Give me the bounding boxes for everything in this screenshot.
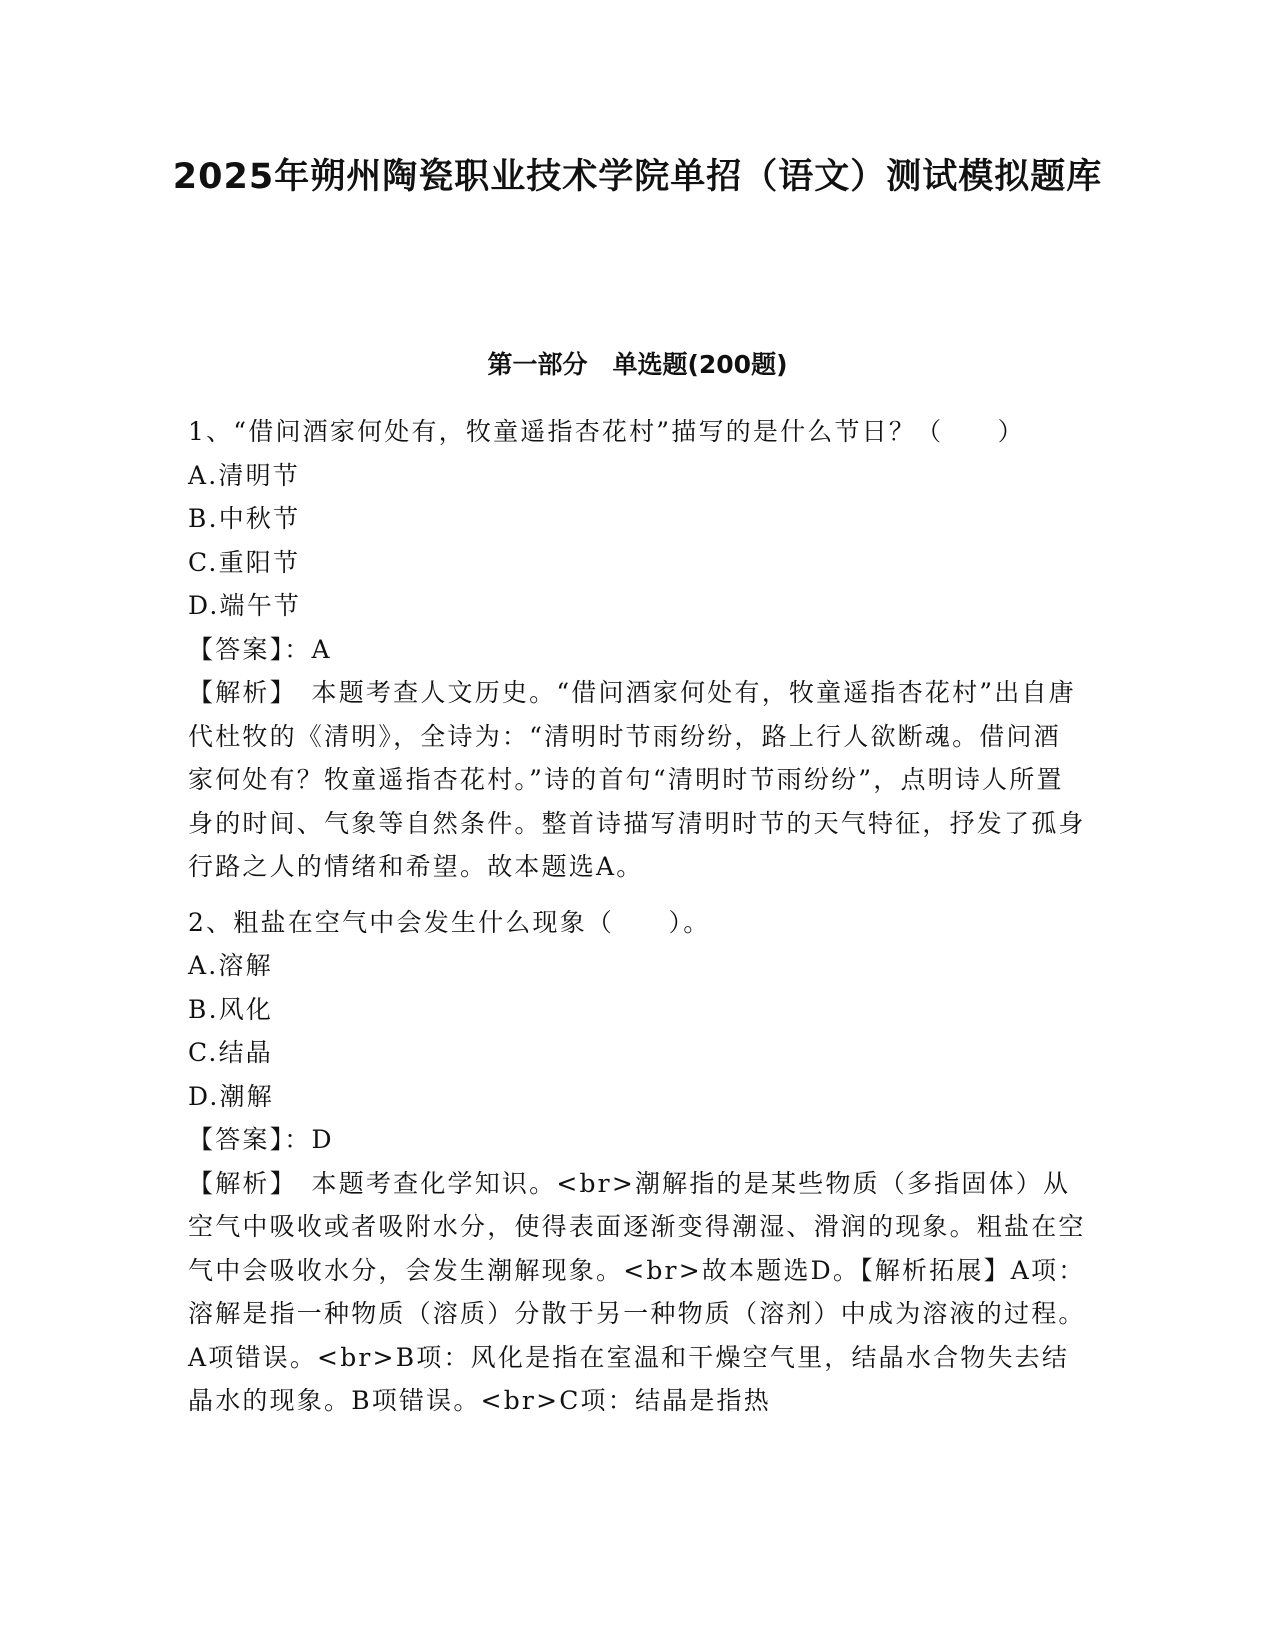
question-2: [188, 901, 1088, 1423]
option-b: B.风化: [188, 994, 274, 1024]
option-d: D.潮解: [188, 1081, 274, 1111]
answer-label: 【答案】：: [188, 1125, 312, 1154]
option-d: D.端午节: [188, 591, 302, 620]
question-stem: 1、“借问酒家何处有，牧童遥指杏花村”描写的是什么节日？（ ）: [188, 417, 1025, 446]
explanation: [188, 671, 1088, 889]
document-title: 2025年朔州陶瓷职业技术学院单招（语文）测试模拟题库: [172, 157, 1103, 197]
question-list: [188, 410, 1088, 1423]
explanation-text: 本题考查人文历史。“借问酒家何处有，牧童遥指杏花村”出自唐代杜牧的《清明》，全诗为：“清明时节雨纷纷，路上行人欲断魂。借问酒家何处有？牧童遥指杏花村。”诗的首句“清明时节雨纷纷”，点明诗人所置身的时间、气象等自然条件。整首诗描写清明时节的天气特征，抒发了孤身行路之人的情绪和希望。故本题选A。: [188, 678, 1086, 881]
answer-label: 【答案】：: [188, 634, 312, 664]
option-c: C.重阳节: [188, 547, 301, 577]
option-b: B.中秋节: [188, 504, 301, 533]
question-stem: 2、粗盐在空气中会发生什么现象（ ）。: [188, 907, 711, 937]
answer-line: [188, 628, 1088, 672]
answer-line: [188, 1118, 1088, 1162]
option-c: C.结晶: [188, 1038, 273, 1067]
explanation-text: 本题考查化学知识。<br>潮解指的是某些物质（多指固体）从空气中吸收或者吸附水分，使得表面逐渐变得潮湿、滑润的现象。粗盐在空气中会吸收水分，会发生潮解现象。<br>故本题选D。【解析拓展】A项：溶解是指一种物质（溶质）分散于另一种物质（溶剂）中成为溶液的过程。A项错误。<br>B项：风化是指在室温和干燥空气里，结晶水合物失去结晶水的现象。B项错误。<br>C项：结晶是指热: [188, 1168, 1086, 1415]
explanation-label: 【解析】: [188, 1168, 285, 1198]
answer-value: A: [311, 634, 332, 664]
explanation-label: 【解析】: [188, 678, 285, 707]
option-a: A.清明节: [188, 460, 301, 490]
section-heading: 第一部分 单选题(200题): [487, 350, 788, 379]
answer-value: D: [311, 1125, 334, 1154]
question-1: [188, 410, 1088, 889]
explanation: [188, 1162, 1088, 1423]
option-a: A.溶解: [188, 951, 273, 980]
